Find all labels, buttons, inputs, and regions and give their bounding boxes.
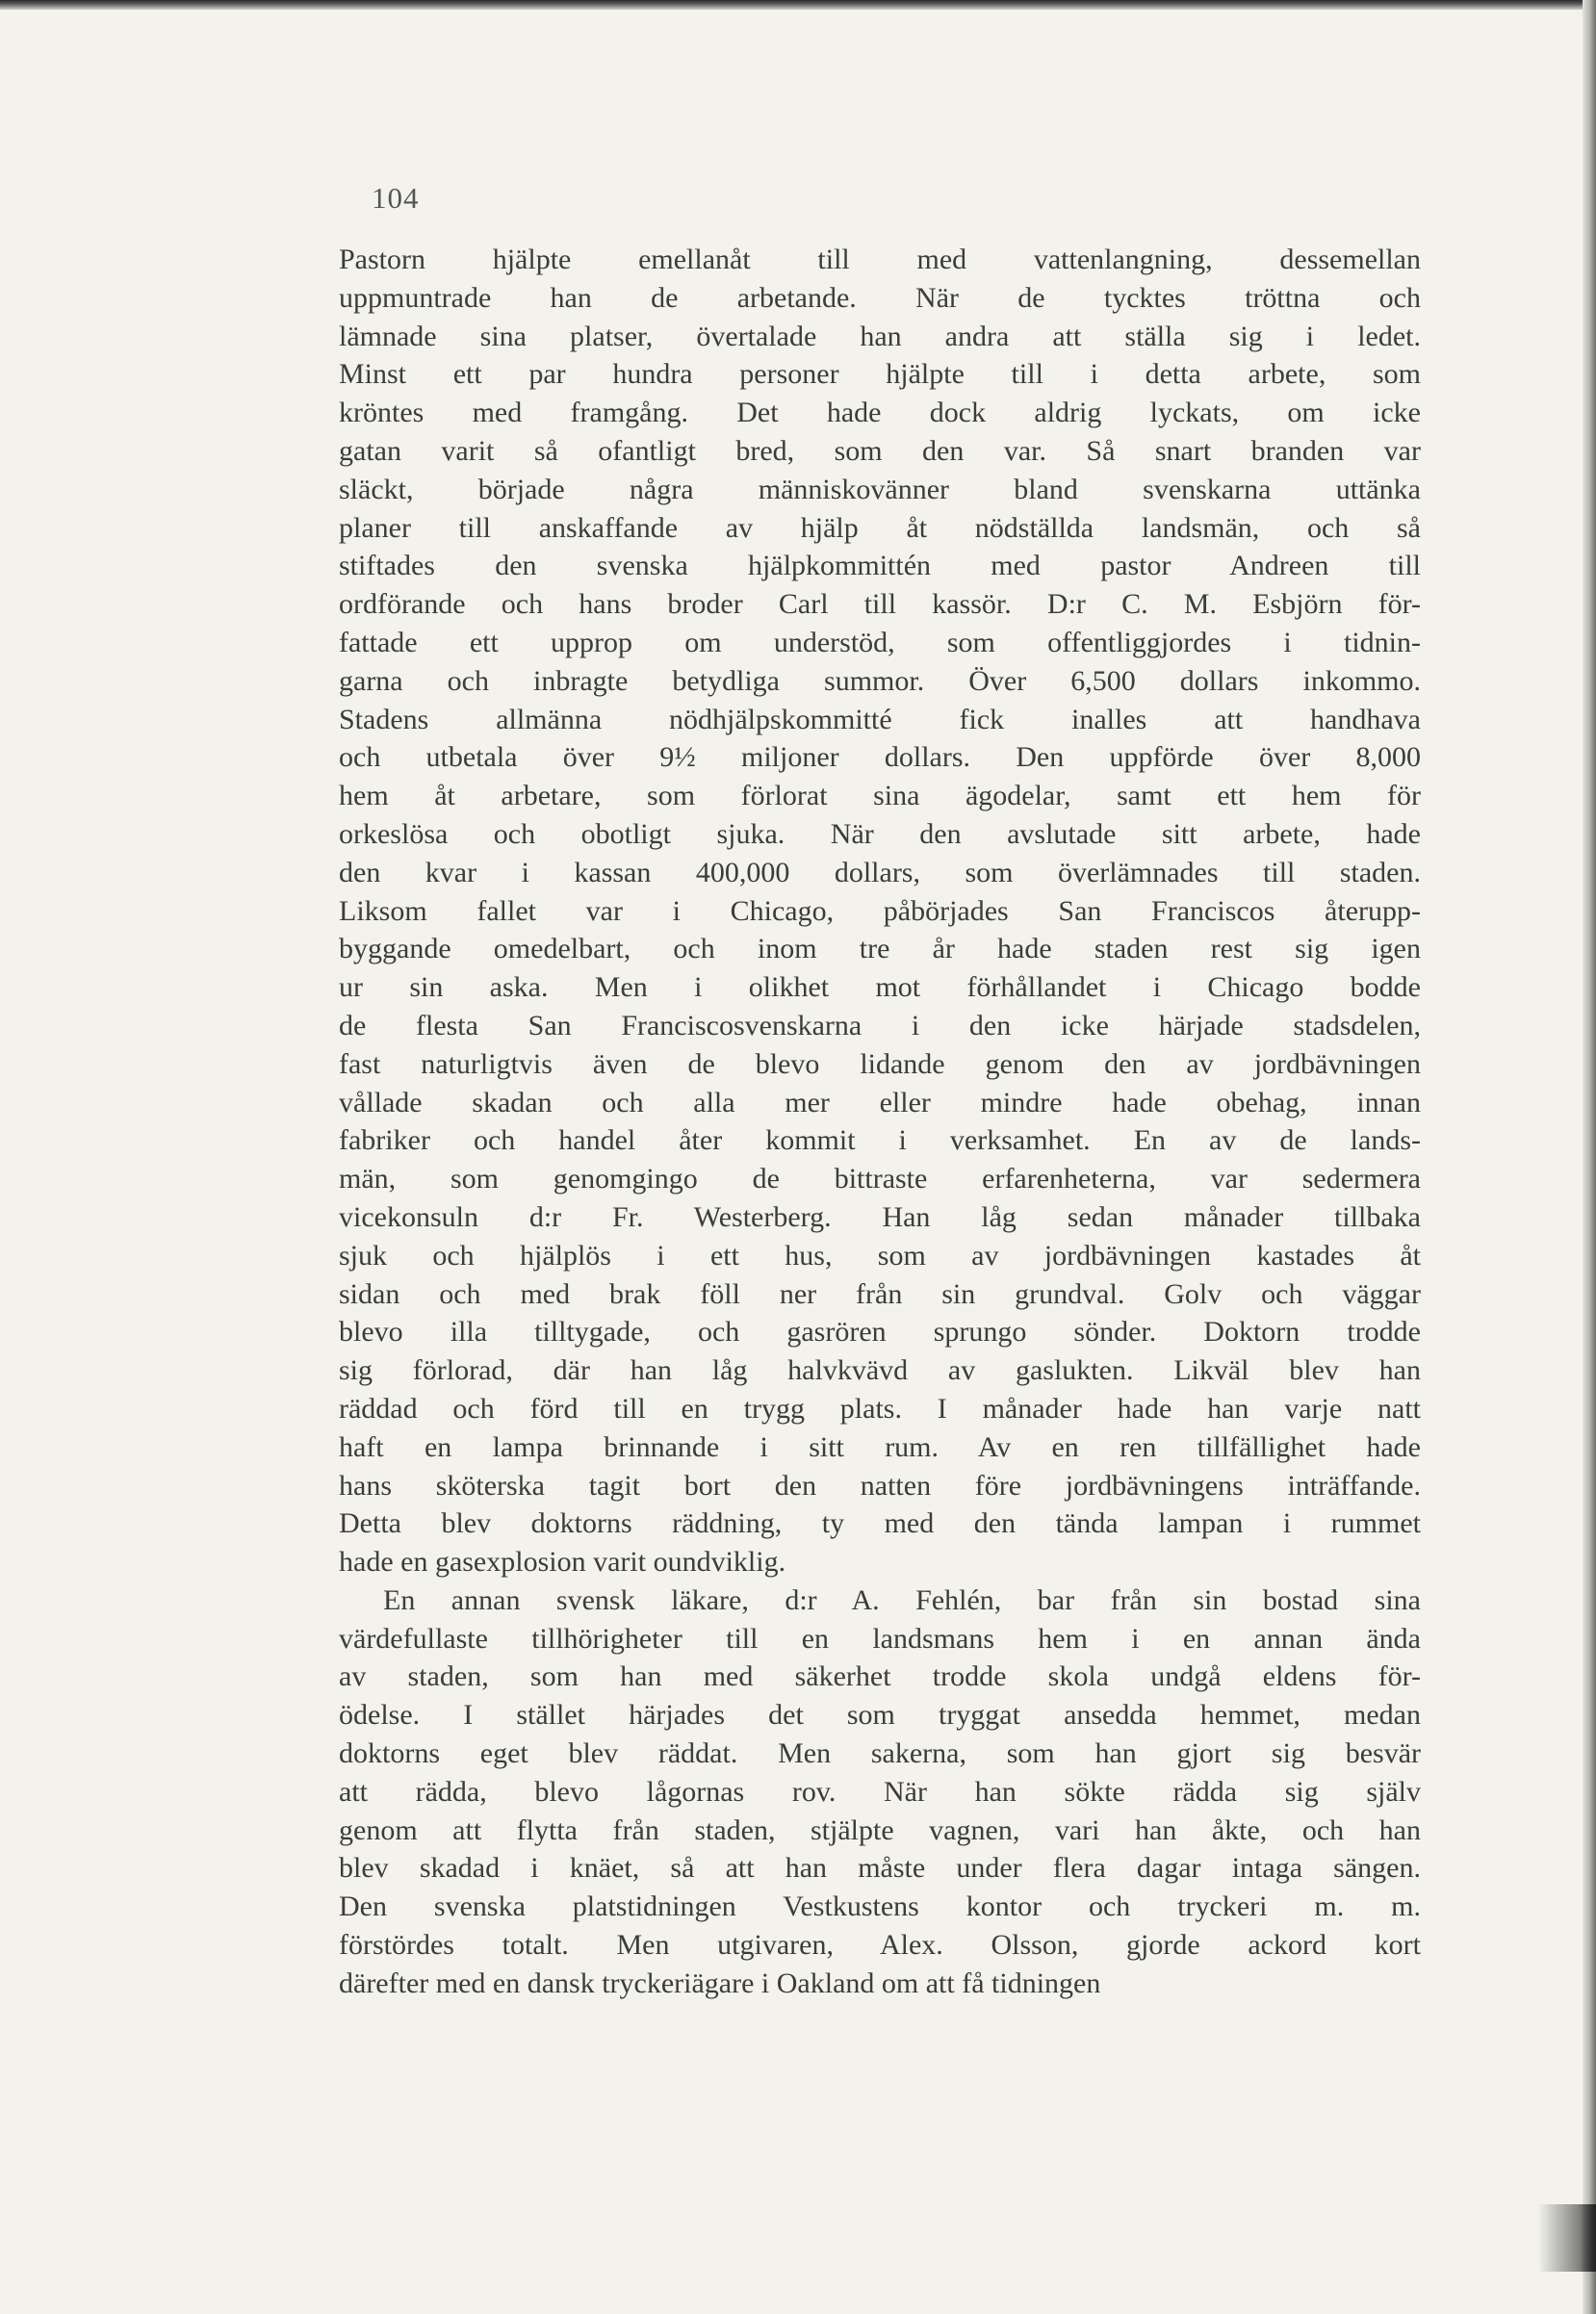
text-line: byggande omedelbart, och inom tre år hade staden rest sig igen (339, 933, 1421, 965)
text-line: Den svenska platstidningen Vestkustens kontor och tryckeri m. m. (339, 1890, 1421, 1923)
text-line: En annan svensk läkare, d:r A. Fehlén, bar från sin bostad sina (383, 1583, 1421, 1616)
text-line: Pastorn hjälpte emellanåt till med vattenlangning, dessemellan (339, 244, 1421, 275)
text-line: och utbetala över 9½ miljoner dollars. Den uppförde över 8,000 (339, 741, 1421, 774)
page-number: 104 (372, 181, 420, 215)
text-line: Liksom fallet var i Chicago, påbörjades San Franciscos återupp- (339, 894, 1421, 927)
text-line: haft en lampa brinnande i sitt rum. Av en ren tillfällighet hade (339, 1430, 1421, 1463)
text-line: fattade ett upprop om understöd, som offentliggjordes i tidnin- (339, 626, 1421, 658)
text-line: hade en gasexplosion varit oundviklig. (339, 1546, 786, 1579)
text-line: sidan och med brak föll ner från sin grundval. Golv och väggar (339, 1277, 1421, 1310)
text-line: hans sköterska tagit bort den natten före jordbävningens inträffande. (339, 1469, 1421, 1502)
text-line: doktorns eget blev räddat. Men sakerna, som han gjort sig besvär (339, 1737, 1421, 1770)
scan-right-edge (1583, 0, 1596, 2314)
text-line: Stadens allmänna nödhjälpskommitté fick inalles att handhava (339, 703, 1421, 735)
text-line: gatan varit så ofantligt bred, som den var. Så snart branden var (339, 434, 1421, 467)
text-line: sjuk och hjälplös i ett hus, som av jordbävningen kastades åt (339, 1239, 1421, 1272)
text-line: förstördes totalt. Men utgivaren, Alex. Olsson, gjorde ackord kort (339, 1929, 1421, 1962)
text-line: hem åt arbetare, som förlorat sina ägodelar, samt ett hem för (339, 780, 1421, 812)
text-line: av staden, som han med säkerhet trodde skola undgå eldens för- (339, 1660, 1421, 1693)
text-line: genom att flytta från staden, stjälpte vagnen, vari han åkte, och han (339, 1813, 1421, 1846)
text-line: därefter med en dansk tryckeriägare i Oakland om att få tidningen (339, 1967, 1101, 1999)
text-line: kröntes med framgång. Det hade dock aldrig lyckats, om icke (339, 397, 1421, 429)
text-line: lämnade sina platser, övertalade han andra att ställa sig i ledet. (339, 320, 1421, 352)
text-line: vicekonsuln d:r Fr. Westerberg. Han låg sedan månader tillbaka (339, 1200, 1421, 1233)
text-line: blev skadad i knäet, så att han måste under flera dagar intaga sängen. (339, 1852, 1421, 1885)
text-line: blevo illa tilltygade, och gasrören sprungo sönder. Doktorn trodde (339, 1316, 1421, 1349)
text-line: fast naturligtvis även de blevo lidande genom den av jordbävningen (339, 1047, 1421, 1080)
text-line: den kvar i kassan 400,000 dollars, som överlämnades till staden. (339, 856, 1421, 888)
text-line: ordförande och hans broder Carl till kassör. D:r C. M. Esbjörn för- (339, 588, 1421, 621)
text-line: Minst ett par hundra personer hjälpte till i detta arbete, som (339, 358, 1421, 391)
scan-top-edge (0, 0, 1596, 10)
text-line: planer till anskaffande av hjälp åt nödställda landsmän, och så (339, 511, 1421, 544)
text-line: de flesta San Franciscosvenskarna i den icke härjade stadsdelen, (339, 1009, 1421, 1041)
text-line: ödelse. I stället härjades det som tryggat ansedda hemmet, medan (339, 1699, 1421, 1732)
body-text (339, 241, 1421, 2003)
text-line: fabriker och handel åter kommit i verksamhet. En av de lands- (339, 1124, 1421, 1157)
text-line: värdefullaste tillhörigheter till en landsmans hem i en annan ända (339, 1622, 1421, 1655)
text-line: att rädda, blevo lågornas rov. När han sökte rädda sig själv (339, 1775, 1421, 1808)
text-line: ur sin aska. Men i olikhet mot förhållandet i Chicago bodde (339, 971, 1421, 1004)
text-line: räddad och förd till en trygg plats. I månader hade han varje natt (339, 1392, 1421, 1425)
text-line: vållade skadan och alla mer eller mindre hade obehag, innan (339, 1086, 1421, 1118)
text-line: garna och inbragte betydliga summor. Över 6,500 dollars inkommo. (339, 664, 1421, 697)
text-line: sig förlorad, där han låg halvkvävd av gaslukten. Likväl blev han (339, 1354, 1421, 1387)
text-line: Detta blev doktorns räddning, ty med den tända lampan i rummet (339, 1507, 1421, 1540)
text-line: uppmuntrade han de arbetande. När de tycktes tröttna och (339, 281, 1421, 314)
text-line: stiftades den svenska hjälpkommittén med pastor Andreen till (339, 550, 1421, 582)
text-line: släckt, började några människovänner bland svenskarna uttänka (339, 473, 1421, 505)
text-line: orkeslösa och obotligt sjuka. När den avslutade sitt arbete, hade (339, 817, 1421, 850)
text-line: män, som genomgingo de bittraste erfarenheterna, var sedermera (339, 1163, 1421, 1196)
scan-binding-shadow (1538, 2204, 1596, 2272)
